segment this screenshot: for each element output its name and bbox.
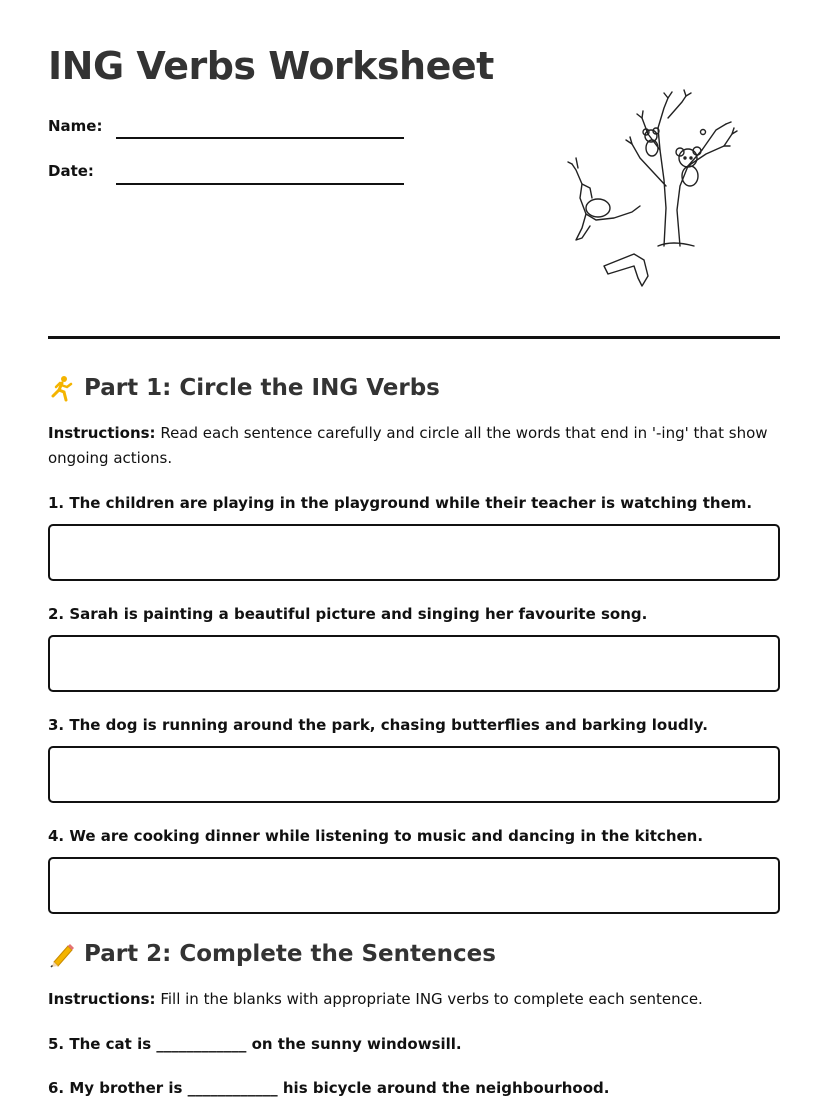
answer-box-2[interactable] <box>48 635 780 692</box>
date-label: Date: <box>48 162 94 180</box>
part2-instructions-label: Instructions: <box>48 990 156 1008</box>
date-field[interactable] <box>116 183 404 185</box>
answer-box-4[interactable] <box>48 857 780 914</box>
worksheet-title: ING Verbs Worksheet <box>48 44 494 88</box>
answer-box-1[interactable] <box>48 524 780 581</box>
question-3: 3. The dog is running around the park, chasing butterflies and barking loudly. <box>48 716 708 734</box>
part1-instructions-label: Instructions: <box>48 424 156 442</box>
part2-title: Part 2: Complete the Sentences <box>84 941 496 967</box>
part2-instructions <box>48 987 780 1012</box>
kangaroo-koala-tree-illustration <box>556 88 746 293</box>
header-divider <box>48 336 780 339</box>
pencil-icon <box>48 940 76 968</box>
part1-heading <box>48 374 440 402</box>
part2-heading <box>48 940 496 968</box>
name-label: Name: <box>48 117 103 135</box>
question-6: 6. My brother is ____________ his bicycle around the neighbourhood. <box>48 1079 610 1097</box>
running-person-icon <box>48 374 76 402</box>
question-5: 5. The cat is ____________ on the sunny windowsill. <box>48 1035 462 1053</box>
question-1: 1. The children are playing in the playground while their teacher is watching them. <box>48 494 753 512</box>
name-field[interactable] <box>116 137 404 139</box>
answer-box-3[interactable] <box>48 746 780 803</box>
question-2: 2. Sarah is painting a beautiful picture and singing her favourite song. <box>48 605 648 623</box>
part1-title: Part 1: Circle the ING Verbs <box>84 375 440 401</box>
part1-instructions <box>48 421 780 471</box>
question-4: 4. We are cooking dinner while listening to music and dancing in the kitchen. <box>48 827 704 845</box>
part2-instructions-text: Fill in the blanks with appropriate ING verbs to complete each sentence. <box>155 990 703 1008</box>
part1-instructions-text: Read each sentence carefully and circle all the words that end in '-ing' that show ongoing actions. <box>48 424 768 467</box>
